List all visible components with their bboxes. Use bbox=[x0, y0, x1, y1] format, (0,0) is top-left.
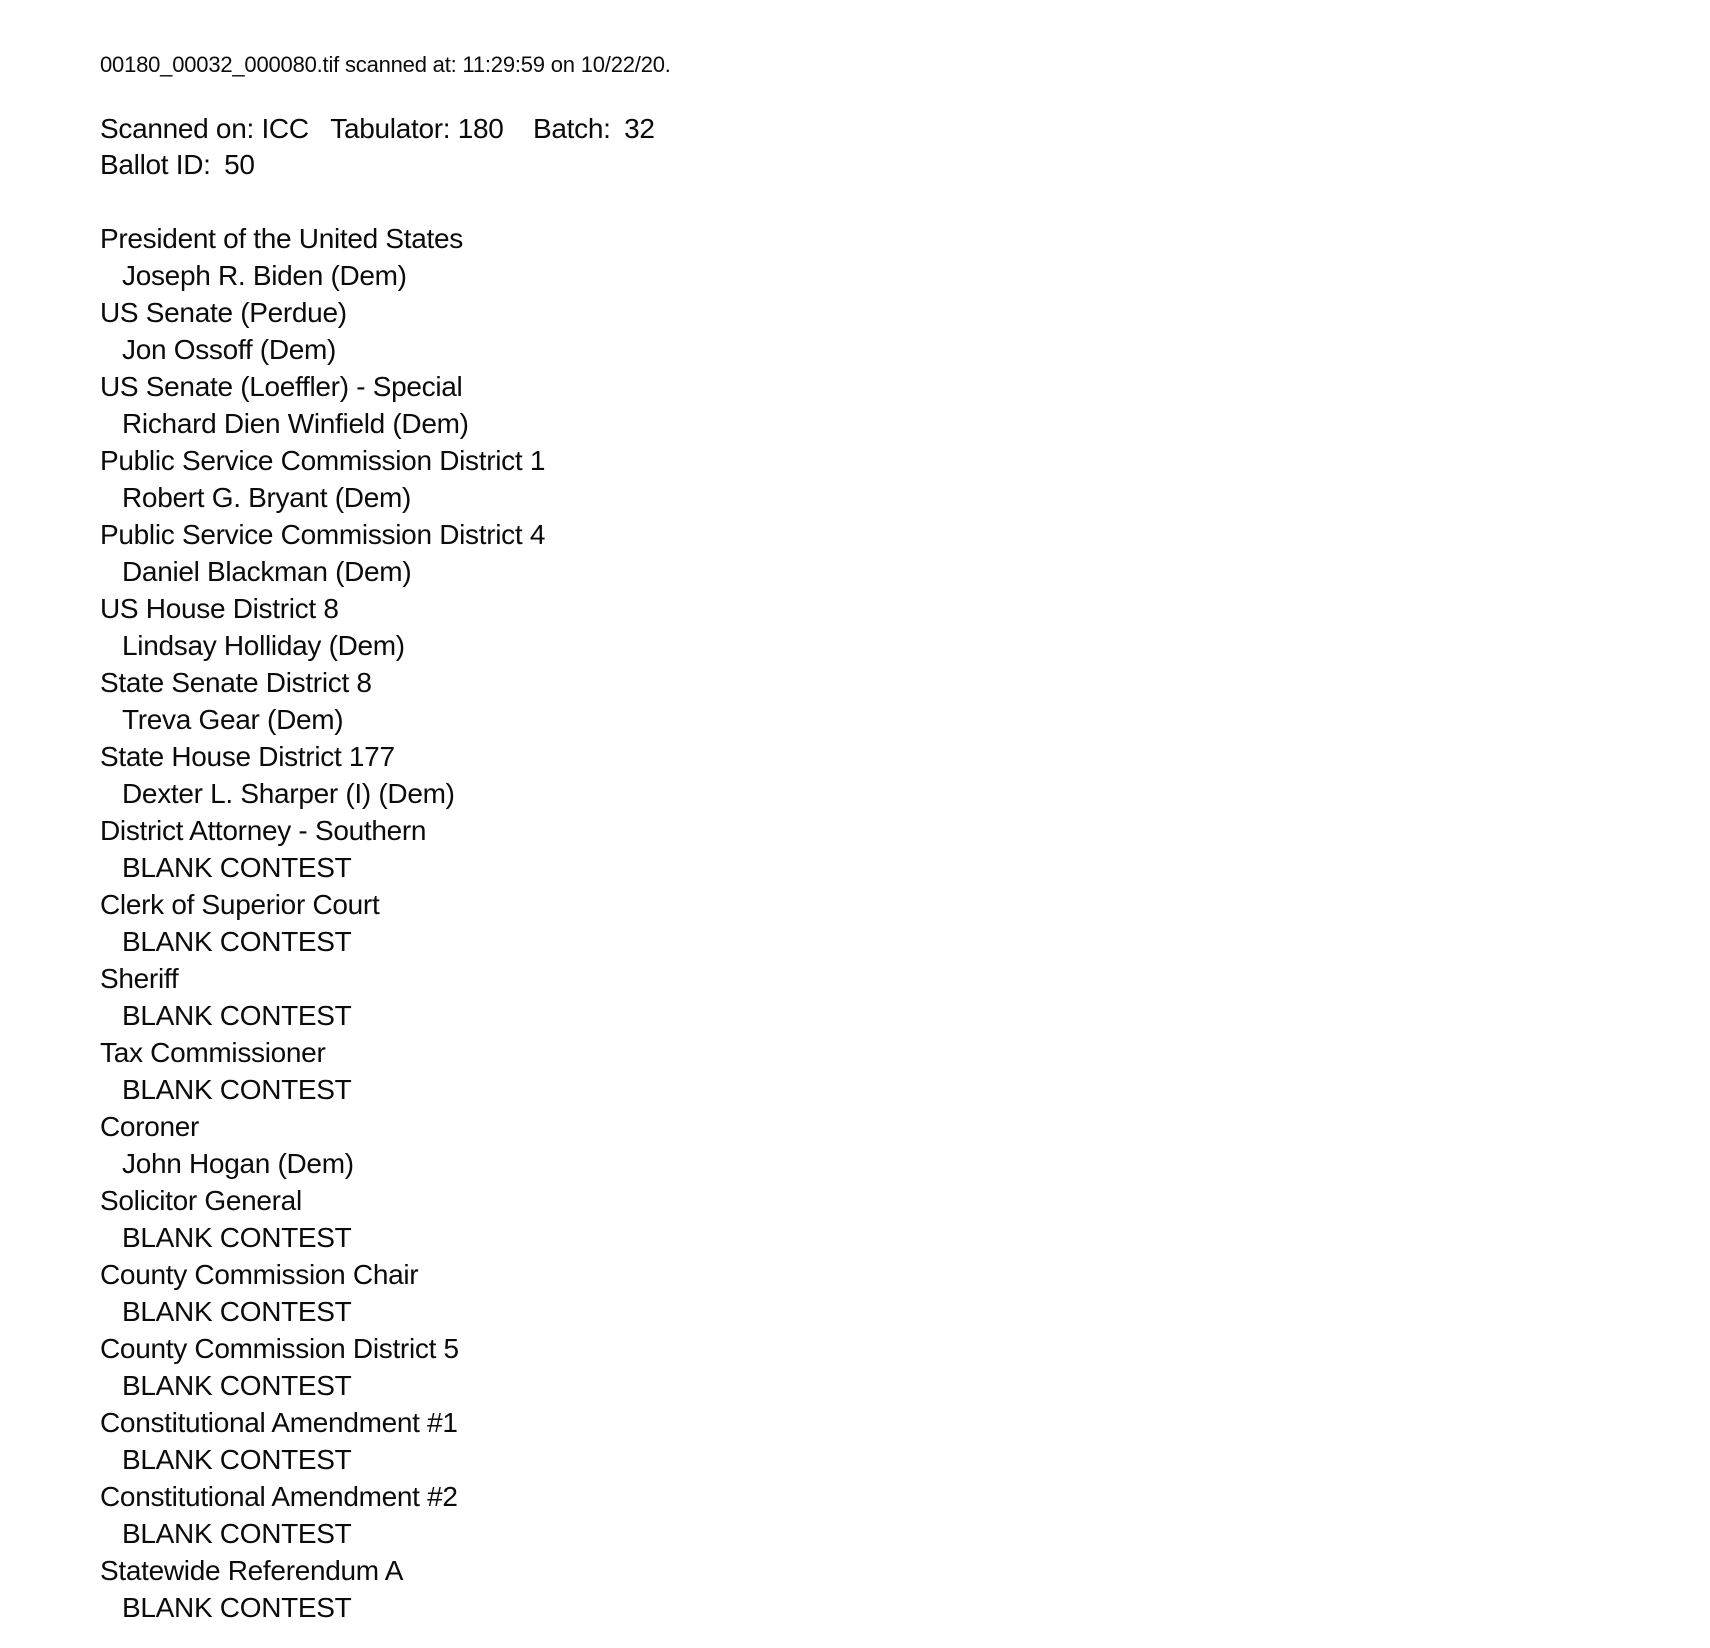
contest-row bbox=[100, 1552, 545, 1626]
contest-name: Tax Commissioner bbox=[100, 1037, 326, 1068]
contest-name: Public Service Commission District 1 bbox=[100, 445, 546, 476]
contest-selection: BLANK CONTEST bbox=[122, 926, 352, 957]
tabulator-label: Tabulator: bbox=[330, 113, 451, 144]
contest-selection: Richard Dien Winfield (Dem) bbox=[122, 408, 469, 439]
contest-selection: BLANK CONTEST bbox=[122, 1518, 352, 1549]
contest-row bbox=[100, 294, 545, 368]
contest-name: Constitutional Amendment #2 bbox=[100, 1481, 458, 1512]
batch-label: Batch: bbox=[533, 113, 611, 144]
contest-selection: Treva Gear (Dem) bbox=[122, 704, 344, 735]
scanned-on-value: ICC bbox=[261, 113, 309, 144]
contest-row bbox=[100, 886, 545, 960]
contest-name: Clerk of Superior Court bbox=[100, 889, 380, 920]
contest-name: Constitutional Amendment #1 bbox=[100, 1407, 458, 1438]
contest-name: US House District 8 bbox=[100, 593, 339, 624]
contest-name: US Senate (Perdue) bbox=[100, 297, 347, 328]
ballot-id-label: Ballot ID: bbox=[100, 149, 211, 180]
contest-name: President of the United States bbox=[100, 223, 463, 254]
contest-name: Solicitor General bbox=[100, 1185, 302, 1216]
contest-name: Public Service Commission District 4 bbox=[100, 519, 546, 550]
contest-selection: John Hogan (Dem) bbox=[122, 1148, 354, 1179]
contest-name: Sheriff bbox=[100, 963, 179, 994]
contest-name: Coroner bbox=[100, 1111, 200, 1142]
contest-row bbox=[100, 368, 545, 442]
contest-row bbox=[100, 1330, 545, 1404]
contest-name: County Commission District 5 bbox=[100, 1333, 459, 1364]
contest-selection: Lindsay Holliday (Dem) bbox=[122, 630, 405, 661]
contest-row bbox=[100, 1182, 545, 1256]
contest-name: State Senate District 8 bbox=[100, 667, 372, 698]
contest-selection: BLANK CONTEST bbox=[122, 1592, 352, 1623]
contest-selection: BLANK CONTEST bbox=[122, 1000, 352, 1031]
contest-row bbox=[100, 1256, 545, 1330]
contest-row bbox=[100, 442, 545, 516]
batch-value: 32 bbox=[624, 113, 655, 144]
contest-name: District Attorney - Southern bbox=[100, 815, 427, 846]
scan-filename-line: 00180_00032_000080.tif scanned at: 11:29:59 on 10/22/20. bbox=[100, 52, 671, 77]
contest-selection: BLANK CONTEST bbox=[122, 1296, 352, 1327]
ballot-id-line bbox=[100, 146, 255, 183]
contest-row bbox=[100, 1034, 545, 1108]
contest-row bbox=[100, 738, 545, 812]
contest-selection: BLANK CONTEST bbox=[122, 1370, 352, 1401]
contest-name: Statewide Referendum A bbox=[100, 1555, 404, 1586]
contest-row bbox=[100, 960, 545, 1034]
contest-list bbox=[100, 220, 545, 1626]
contest-selection: Jon Ossoff (Dem) bbox=[122, 334, 337, 365]
contest-name: County Commission Chair bbox=[100, 1259, 419, 1290]
contest-row bbox=[100, 1404, 545, 1478]
scanned-on-label: Scanned on: bbox=[100, 113, 254, 144]
contest-row bbox=[100, 1478, 545, 1552]
contest-selection: BLANK CONTEST bbox=[122, 1444, 352, 1475]
contest-selection: Daniel Blackman (Dem) bbox=[122, 556, 412, 587]
contest-row bbox=[100, 664, 545, 738]
tabulator-value: 180 bbox=[457, 113, 504, 144]
contest-selection: Joseph R. Biden (Dem) bbox=[122, 260, 407, 291]
contest-row bbox=[100, 1108, 545, 1182]
contest-name: US Senate (Loeffler) - Special bbox=[100, 371, 463, 402]
contest-selection: BLANK CONTEST bbox=[122, 1222, 352, 1253]
contest-selection: BLANK CONTEST bbox=[122, 1074, 352, 1105]
contest-selection: Dexter L. Sharper (I) (Dem) bbox=[122, 778, 455, 809]
contest-row bbox=[100, 220, 545, 294]
contest-name: State House District 177 bbox=[100, 741, 395, 772]
contest-selection: BLANK CONTEST bbox=[122, 852, 352, 883]
contest-row bbox=[100, 590, 545, 664]
contest-row bbox=[100, 516, 545, 590]
contest-row bbox=[100, 812, 545, 886]
ballot-id-value: 50 bbox=[224, 149, 255, 180]
contest-selection: Robert G. Bryant (Dem) bbox=[122, 482, 412, 513]
scan-info-line bbox=[100, 110, 655, 147]
